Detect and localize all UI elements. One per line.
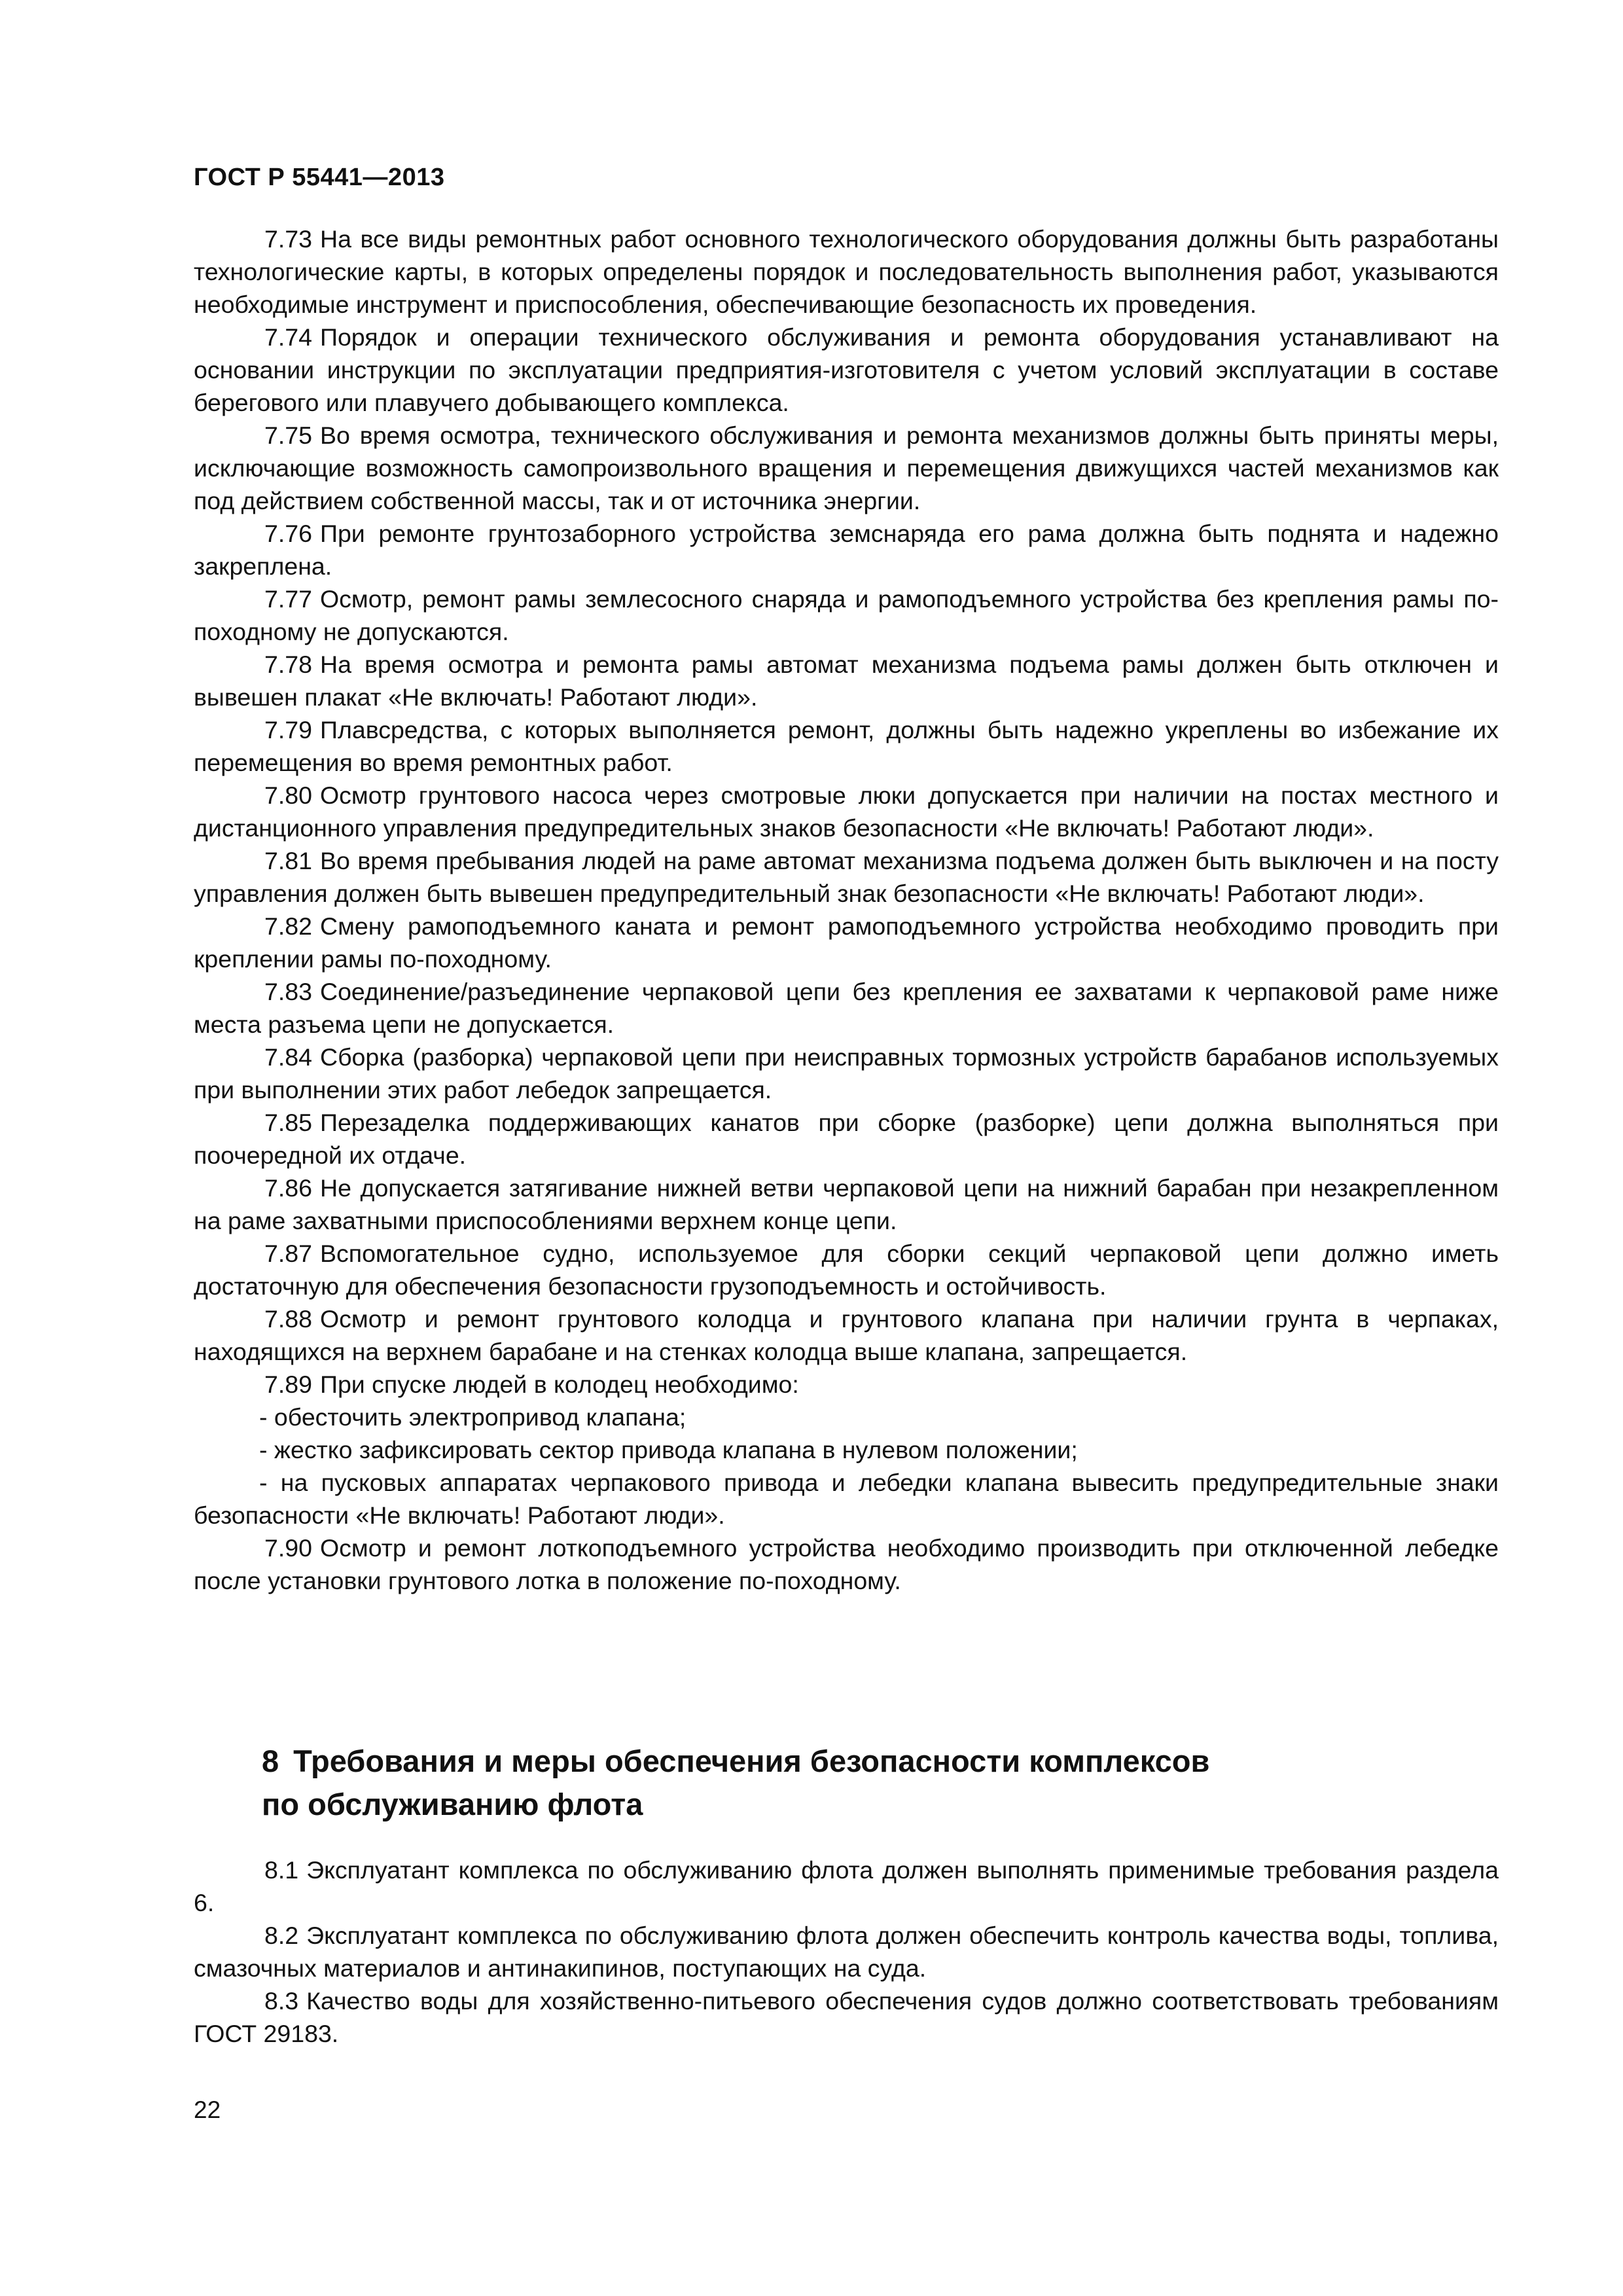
paragraph-number: 8.2 [264, 1922, 299, 1949]
paragraph-number: 7.85 [264, 1109, 312, 1136]
section-title-part-2: по обслуживанию флота [262, 1787, 643, 1821]
paragraph-text: Осмотр и ремонт лоткоподъемного устройства необходимо производить при отключенной лебедке после установки грунтового лотка в положение по-походному. [194, 1534, 1499, 1594]
paragraph-7-78 [194, 648, 1499, 713]
paragraph-text: Осмотр, ремонт рамы землесосного снаряда и рамоподъемного устройства без крепления рамы по-походному не допускаются. [194, 585, 1499, 645]
paragraph-number: 7.83 [264, 978, 312, 1005]
section-title-part-1: Требования и меры обеспечения безопасности комплексов [293, 1744, 1210, 1778]
paragraph-number: 7.76 [264, 520, 312, 547]
paragraph-7-80 [194, 779, 1499, 844]
paragraph-number: 7.80 [264, 781, 312, 809]
paragraph-7-73 [194, 223, 1499, 321]
standard-header: ГОСТ Р 55441—2013 [194, 164, 445, 191]
section-heading-line-1 [262, 1740, 1499, 1783]
section-number: 8 [262, 1744, 279, 1778]
section-8-body [194, 1854, 1499, 2050]
paragraph-text: Вспомогательное судно, используемое для сборки секций черпаковой цепи должно иметь достаточную для обеспечения безопасности грузоподъемность и остойчивость. [194, 1240, 1499, 1300]
paragraph-number: 7.82 [264, 912, 312, 940]
list-item: - обесточить электропривод клапана; [259, 1403, 687, 1431]
paragraph-number: 7.84 [264, 1043, 312, 1071]
paragraph-number: 7.79 [264, 716, 312, 744]
paragraph-7-88 [194, 1302, 1499, 1368]
paragraph-number: 7.86 [264, 1174, 312, 1202]
paragraph-number: 7.88 [264, 1305, 312, 1333]
paragraph-text: Смену рамоподъемного каната и ремонт рамоподъемного устройства необходимо проводить при креплении рамы по-походному. [194, 912, 1499, 973]
paragraph-7-79 [194, 713, 1499, 779]
paragraph-number: 7.90 [264, 1534, 312, 1562]
paragraph-8-1 [194, 1854, 1499, 1919]
paragraph-7-82 [194, 910, 1499, 975]
paragraph-text: Во время пребывания людей на раме автомат механизма подъема должен быть выключен и на посту управления должен быть вывешен предупредительный знак безопасности «Не включать! Работают люди». [194, 847, 1499, 907]
paragraph-text: Не допускается затягивание нижней ветви черпаковой цепи на нижний барабан при незакрепленном на раме захватными приспособлениями верхнем конце цепи. [194, 1174, 1499, 1234]
paragraph-text: Плавсредства, с которых выполняется ремонт, должны быть надежно укреплены во избежание их перемещения во время ремонтных работ. [194, 716, 1499, 776]
paragraph-7-89 [194, 1368, 1499, 1401]
paragraph-text: На время осмотра и ремонта рамы автомат механизма подъема рамы должен быть отключен и вывешен плакат «Не включать! Работают люди». [194, 651, 1499, 711]
paragraph-7-75 [194, 419, 1499, 517]
paragraph-number: 8.1 [264, 1856, 299, 1884]
paragraph-text: Эксплуатант комплекса по обслуживанию флота должен обеспечить контроль качества воды, топлива, смазочных материалов и антинакипинов, поступающих на суда. [194, 1922, 1499, 1982]
paragraph-number: 7.77 [264, 585, 312, 613]
paragraph-text: Перезаделка поддерживающих канатов при сборке (разборке) цепи должна выполняться при поочередной их отдаче. [194, 1109, 1499, 1169]
paragraph-text: Во время осмотра, технического обслуживания и ремонта механизмов должны быть приняты меры, исключающие возможность самопроизвольного вращения и перемещения движущихся частей механизмов как под действием собственной массы, так и от источника энергии. [194, 422, 1499, 514]
section-7-body [194, 223, 1499, 1597]
paragraph-number: 7.89 [264, 1371, 312, 1398]
paragraph-text: Эксплуатант комплекса по обслуживанию флота должен выполнять применимые требования раздела 6. [194, 1856, 1499, 1916]
paragraph-number: 7.74 [264, 323, 312, 351]
paragraph-text: При спуске людей в колодец необходимо: [320, 1371, 799, 1398]
paragraph-text: Осмотр и ремонт грунтового колодца и грунтового клапана при наличии грунта в черпаках, находящихся на верхнем барабане и на стенках колодца выше клапана, запрещается. [194, 1305, 1499, 1365]
paragraph-7-76 [194, 517, 1499, 583]
paragraph-number: 7.75 [264, 422, 312, 449]
paragraph-7-90 [194, 1532, 1499, 1597]
page-number: 22 [194, 2096, 221, 2123]
paragraph-7-81 [194, 844, 1499, 910]
paragraph-8-3 [194, 1984, 1499, 2050]
paragraph-text: Сборка (разборка) черпаковой цепи при неисправных тормозных устройств барабанов используемых при выполнении этих работ лебедок запрещается. [194, 1043, 1499, 1103]
paragraph-text: Осмотр грунтового насоса через смотровые люки допускается при наличии на постах местного и дистанционного управления предупредительных знаков безопасности «Не включать! Работают люди». [194, 781, 1499, 842]
paragraph-7-87 [194, 1237, 1499, 1302]
paragraph-text: При ремонте грунтозаборного устройства земснаряда его рама должна быть поднята и надежно закреплена. [194, 520, 1499, 580]
paragraph-number: 7.78 [264, 651, 312, 678]
paragraph-7-77 [194, 583, 1499, 648]
paragraph-number: 7.81 [264, 847, 312, 874]
paragraph-7-85 [194, 1106, 1499, 1172]
paragraph-text: Качество воды для хозяйственно-питьевого обеспечения судов должно соответствовать требованиям ГОСТ 29183. [194, 1987, 1499, 2047]
paragraph-text: Соединение/разъединение черпаковой цепи без крепления ее захватами к черпаковой раме ниже места разъема цепи не допускается. [194, 978, 1499, 1038]
section-8-heading [262, 1740, 1499, 1826]
paragraph-7-74 [194, 321, 1499, 419]
paragraph-number: 8.3 [264, 1987, 299, 2015]
paragraph-text: На все виды ремонтных работ основного технологического оборудования должны быть разработаны технологические карты, в которых определены порядок и последовательность выполнения работ, указываются необходимые инструмент и приспособления, обеспечивающие безопасность их проведения. [194, 225, 1499, 318]
paragraph-7-84 [194, 1041, 1499, 1106]
paragraph-7-83 [194, 975, 1499, 1041]
list-item: - на пусковых аппаратах черпакового привода и лебедки клапана вывесить предупредительные знаки безопасности «Не включать! Работают люди». [194, 1469, 1499, 1529]
list-item: - жестко зафиксировать сектор привода клапана в нулевом положении; [259, 1436, 1078, 1463]
paragraph-8-2 [194, 1919, 1499, 1984]
paragraph-text: Порядок и операции технического обслуживания и ремонта оборудования устанавливают на основании инструкции по эксплуатации предприятия-изготовителя с учетом условий эксплуатации в составе берегового или плавучего добывающего комплекса. [194, 323, 1499, 416]
paragraph-number: 7.73 [264, 225, 312, 253]
paragraph-7-86 [194, 1172, 1499, 1237]
paragraph-number: 7.87 [264, 1240, 312, 1267]
